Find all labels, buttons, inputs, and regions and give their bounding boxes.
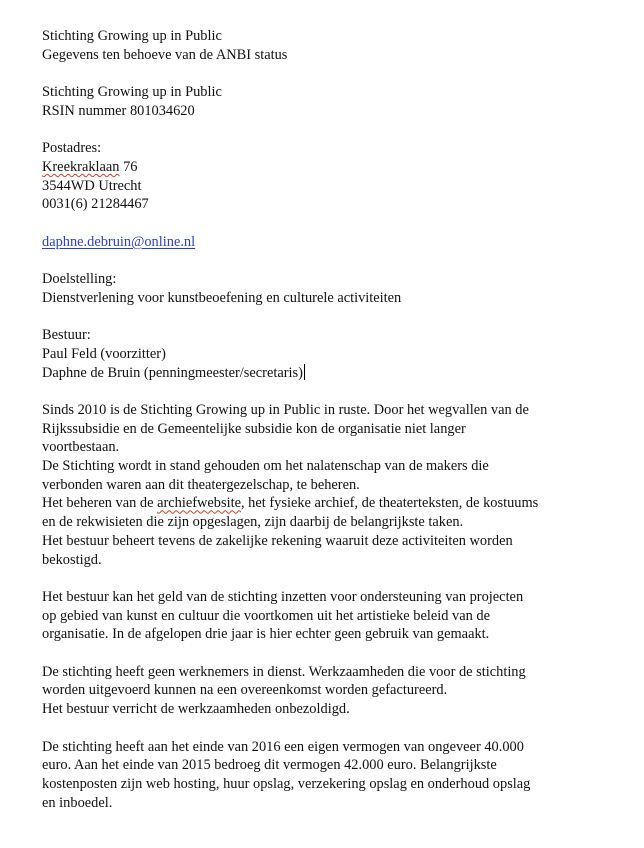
goal-label: Doelstelling: (42, 271, 117, 288)
paragraph-line: voortbestaan. (42, 439, 120, 456)
goal-text: Dienstverlening voor kunstbeoefening en culturele activiteiten (42, 289, 402, 306)
paragraph-line: Het bestuur beheert tevens de zakelijke rekening waaruit deze activiteiten worden (42, 532, 513, 549)
contact-section (42, 233, 622, 252)
text-cursor (304, 364, 305, 380)
line-end: , het fysieke archief, de theaterteksten, de kostuums (240, 495, 539, 512)
paragraph-line: De stichting heeft aan het einde van 2016 een eigen vermogen van ongeveer 40.000 (42, 738, 524, 755)
street-name-misspelled[interactable]: Kreekraklaan (42, 158, 120, 175)
paragraph-line: Rijkssubsidie en de Gemeentelijke subsidie kon de organisatie niet langer (42, 420, 466, 437)
paragraph-line: bekostigd. (42, 551, 102, 568)
document-header (42, 27, 622, 64)
address-section (42, 139, 622, 214)
street-line (42, 158, 622, 177)
email-link[interactable]: daphne.debruin@online.nl (42, 233, 196, 250)
paragraph-line: euro. Aan het einde van 2015 bedroeg dit vermogen 42.000 euro. Belangrijkste (42, 757, 497, 774)
paragraph-line: verbonden waren aan dit theatergezelschap, te beheren. (42, 476, 360, 493)
paragraph-line: worden uitgevoerd kunnen na een overeenkomst worden gefactureerd. (42, 682, 448, 699)
paragraph-line: en de rekwisieten die zijn opgeslagen, zijn daarbij de belangrijkste taken. (42, 514, 464, 531)
address-label: Postadres: (42, 140, 102, 157)
paragraph-line: Sinds 2010 is de Stichting Growing up in Public in ruste. Door het wegvallen van de (42, 401, 529, 418)
organization-name: Stichting Growing up in Public (42, 84, 222, 101)
paragraph-status (42, 401, 622, 569)
paragraph-line: Het bestuur verricht de werkzaamheden onbezoldigd. (42, 701, 350, 718)
paragraph-line: Het bestuur kan het geld van de stichting inzetten voor ondersteuning van projecten (42, 588, 524, 605)
identity-section (42, 83, 622, 120)
phone-number: 0031(6) 21284467 (42, 196, 149, 213)
house-number: 76 (119, 158, 138, 175)
postal-city: 3544WD Utrecht (42, 177, 142, 194)
header-organization: Stichting Growing up in Public (42, 28, 222, 44)
board-member-chair: Paul Feld (voorzitter) (42, 345, 166, 362)
paragraph-line: op gebied van kunst en cultuur die voortkomen uit het artistieke beleid van de (42, 607, 490, 624)
paragraph-line: De stichting heeft geen werknemers in dienst. Werkzaamheden die voor de stichting (42, 663, 526, 680)
board-section (42, 326, 622, 382)
paragraph-line: organisatie. In de afgelopen drie jaar is hier echter geen gebruik van gemaakt. (42, 626, 490, 643)
paragraph-line: De Stichting wordt in stand gehouden om het nalatenschap van de makers die (42, 458, 489, 475)
header-subtitle: Gegevens ten behoeve van de ANBI status (42, 46, 288, 63)
line-start: Het beheren van de (42, 495, 158, 512)
paragraph-line: kostenposten zijn web hosting, huur opslag, verzekering opslag en onderhoud opslag (42, 775, 531, 792)
goal-section (42, 270, 622, 307)
paragraph-line (42, 494, 622, 513)
paragraph-employees (42, 663, 622, 719)
rsin-number: RSIN nummer 801034620 (42, 102, 195, 119)
board-member-treasurer-line (42, 364, 622, 383)
document-page[interactable] (42, 27, 622, 831)
archive-website-misspelled[interactable]: archiefwebsite (157, 495, 241, 512)
board-label: Bestuur: (42, 327, 91, 344)
paragraph-finances (42, 738, 622, 813)
board-member-treasurer: Daphne de Bruin (penningmeester/secretaris) (42, 364, 303, 381)
paragraph-line: en inboedel. (42, 794, 113, 811)
paragraph-funding (42, 588, 622, 644)
